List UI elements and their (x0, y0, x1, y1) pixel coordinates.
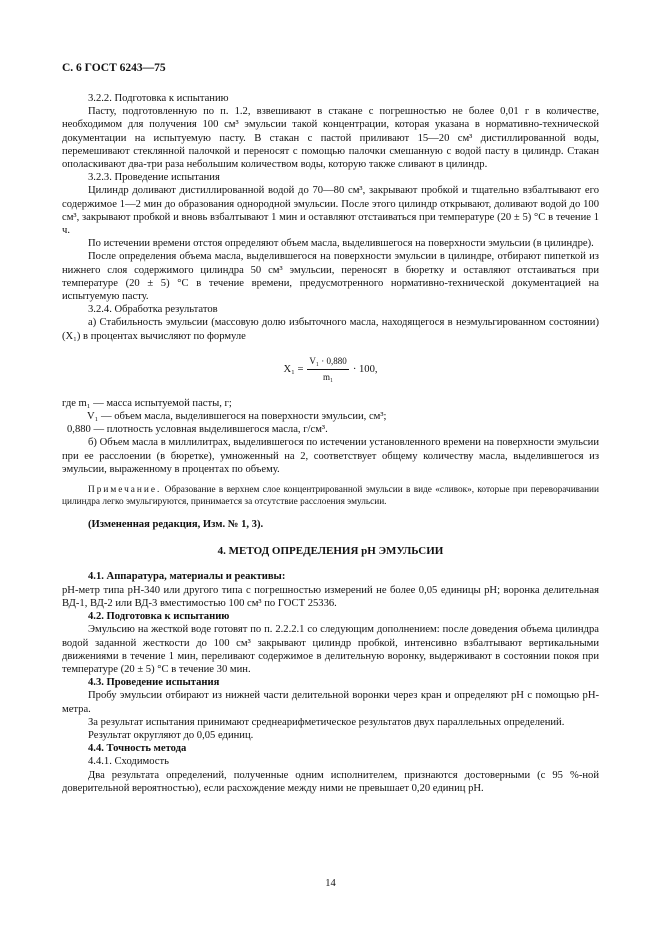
formula-tail: · 100, (352, 364, 378, 376)
formula-denominator: m₁ (323, 372, 334, 383)
section-4-4-1-text: Два результата определений, полученные одним исполнителем, признаются достоверными (с 95 %-ной доверительной вероятностью), если расхождение между ними не превышает 0,20 единиц pH. (62, 769, 599, 794)
section-3-2-2-title: 3.2.2. Подготовка к испытанию (88, 93, 229, 104)
page-content (62, 92, 599, 795)
edition-note: (Измененная редакция, Изм. № 1, 3). (88, 519, 264, 531)
section-3-2-3-paragraph-1: Цилиндр доливают дистиллированной водой до 70—80 см³, закрывают пробкой и тщательно взбалтывают его содержимое 1—2 мин до образования однородной эмульсии. После этого цилиндр открывают, доливают водой до 100 см³, закрывают пробкой и вновь взбалтывают 1 мин и оставляют отстаиваться при температуре (20 ± 5) °С в течение 1 ч. (62, 185, 599, 237)
section-4-2-title: 4.2. Подготовка к испытанию (88, 611, 230, 623)
section-4-3-paragraph-2: За результат испытания принимают среднеарифметическое результатов двух параллельных определений. (88, 716, 565, 728)
section-3-2-4-item-b: б) Объем масла в миллилитрах, выделившегося по истечении установленного времени на поверхности эмульсии при ее расслоении (в бюретке), умноженный на 2, соответствует общему количеству масла, выделившегося из эмульсии, выраженному в процентах по объему. (62, 437, 599, 475)
formula-fraction (307, 355, 348, 384)
formula-numerator: V₁ · 0,880 (307, 355, 348, 370)
section-4-3-paragraph-3: Результат округляют до 0,05 единиц. (88, 729, 254, 741)
formula-where-2: V₁ — объем масла, выделившегося на поверхности эмульсии, см³; (87, 411, 387, 423)
section-4-1-text: pH-метр типа pH-340 или другого типа с погрешностью измерений не более 0,05 единицы pH; воронка делительная ВД-1, ВД-2 или ВД-3 вместимостью 100 см³ по ГОСТ 25336. (62, 584, 599, 609)
section-4-title: 4. МЕТОД ОПРЕДЕЛЕНИЯ pH ЭМУЛЬСИИ (217, 545, 444, 558)
section-3-2-2-paragraph: Пасту, подготовленную по п. 1.2, взвешивают в стакане с погрешностью не более 0,01 г в количестве, необходимом для получения 100 см³ эмульсии такой концентрации, которая указана в нормативно-технической документации на испытуемую пасту. В стакан с пастой приливают 15—20 см³ дистиллированной воды, перемешивают стеклянной палочкой и переносят с помощью палочки смешанную с водой пасту в цилиндр. Стакан ополаскивают два-три раза небольшим количеством воды, которую также сливают в цилиндр. (62, 106, 599, 171)
note-text: Образование в верхнем слое концентрированной эмульсии в виде «сливок», которые при переворачивании цилиндра легко эмульгируются, принимается за отсутствие расслоения эмульсии. (62, 485, 600, 508)
formula-where-1: где m₁ — масса испытуемой пасты, г; (62, 397, 232, 409)
note-paragraph (62, 484, 599, 508)
stability-formula (62, 345, 599, 395)
section-3-2-4-title: 3.2.4. Обработка результатов (88, 304, 218, 316)
formula-lhs: X₁ = (283, 364, 304, 376)
section-4-1-title: 4.1. Аппаратура, материалы и реактивы: (88, 571, 286, 583)
section-4-3-paragraph-1: Пробу эмульсии отбирают из нижней части делительной воронки через кран и определяют pH с помощью pH-метра. (62, 690, 599, 715)
page-number: 14 (325, 878, 336, 889)
page-header: С. 6 ГОСТ 6243—75 (62, 62, 166, 74)
section-4-2-text: Эмульсию на жесткой воде готовят по п. 2.2.2.1 со следующим дополнением: после доведения объема цилиндра водой заданной жесткости до 100 см³ закрывают цилиндр пробкой, интенсивно взбалтывают вертикальными движениями в течение 1 мин, переливают содержимое в делительную воронку, выдерживают в состоянии покоя при температуре (20 ± 5) °С в течение 30 мин. (62, 624, 599, 675)
section-4-4-1-title: 4.4.1. Сходимость (88, 756, 169, 768)
section-3-2-4-item-a: а) Стабильность эмульсии (массовую долю избыточного масла, находящегося в неэмульгированном состоянии) (X₁) в процентах вычисляют по формуле (62, 317, 599, 342)
note-label: Примечание. (88, 485, 162, 496)
section-3-2-3-title: 3.2.3. Проведение испытания (88, 172, 220, 184)
section-4-4-title: 4.4. Точность метода (88, 743, 187, 755)
section-4-3-title: 4.3. Проведение испытания (88, 677, 220, 689)
section-3-2-3-paragraph-2: По истечении времени отстоя определяют объем масла, выделившегося на поверхности эмульсии (в цилиндре). (88, 238, 594, 250)
section-3-2-3-paragraph-3: После определения объема масла, выделившегося на поверхности эмульсии в цилиндре, отбирают пипеткой из нижнего слоя содержимого цилиндра 50 см³ эмульсии, переносят в бюретку и оставляют отстаиваться при температуре (20 ± 5) °С в течение времени, предусмотренного нормативно-технической документацией на испытуемую пасту. (62, 251, 599, 303)
formula-where-3: 0,880 — плотность условная выделившегося масла, г/см³. (67, 424, 328, 436)
